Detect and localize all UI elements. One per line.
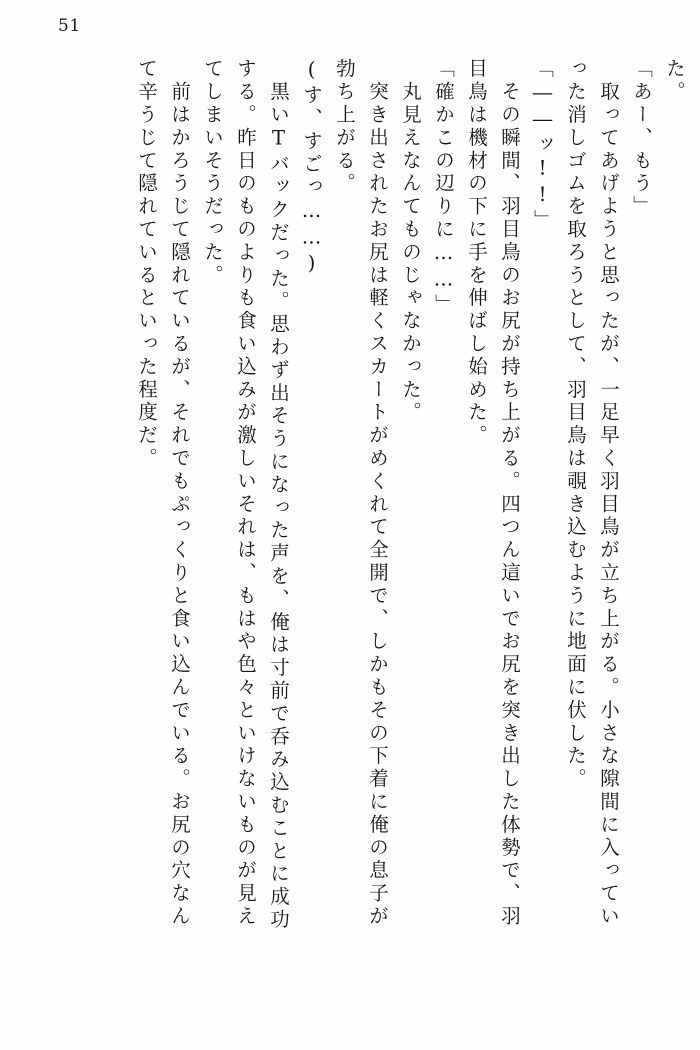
text-line: 取ってあげようと思ったが、一足早く羽目鳥が立ち上がる。小さな隙間に入ってい [597,58,620,929]
page-number: 51 [58,16,81,36]
text-line: 黒いTバックだった。思わず出そうになった声を、俺は寸前で呑み込むことに成功 [267,58,290,932]
text-line: た。 [663,58,686,104]
text-line: 丸見えなんてものじゃなかった。 [399,58,422,425]
text-line: 「――ッ!!」 [531,58,554,233]
text-line: った消しゴムを取ろうとして、羽目鳥は覗き込むように地面に伏した。 [564,58,587,791]
text-line: する。昨日のものよりも食い込みが激しいそれは、もはや色々といけないものが見え [234,58,257,929]
text-line: 前はかろうじて隠れているが、それでもぷっくりと食い込んでいる。お尻の穴なん [168,58,191,929]
text-line: て辛うじて隠れているといった程度だ。 [135,58,158,471]
text-line: 目鳥は機材の下に手を伸ばし始めた。 [465,58,488,448]
text-line: その瞬間、羽目鳥のお尻が持ち上がる。四つん這いでお尻を突き出した体勢で、羽 [498,58,521,929]
text-line: てしまいそうだった。 [201,58,224,287]
text-line: (す、すごっ……) [300,58,323,279]
text-line: 「確かこの辺りに……」 [432,58,455,317]
text-line: 突き出されたお尻は軽くスカートがめくれて全開で、しかもその下着に俺の息子が [366,58,389,929]
vertical-text-body [18,58,684,1018]
text-line: 勃ち上がる。 [333,58,356,196]
text-line: 「あー、もう」 [630,58,653,219]
